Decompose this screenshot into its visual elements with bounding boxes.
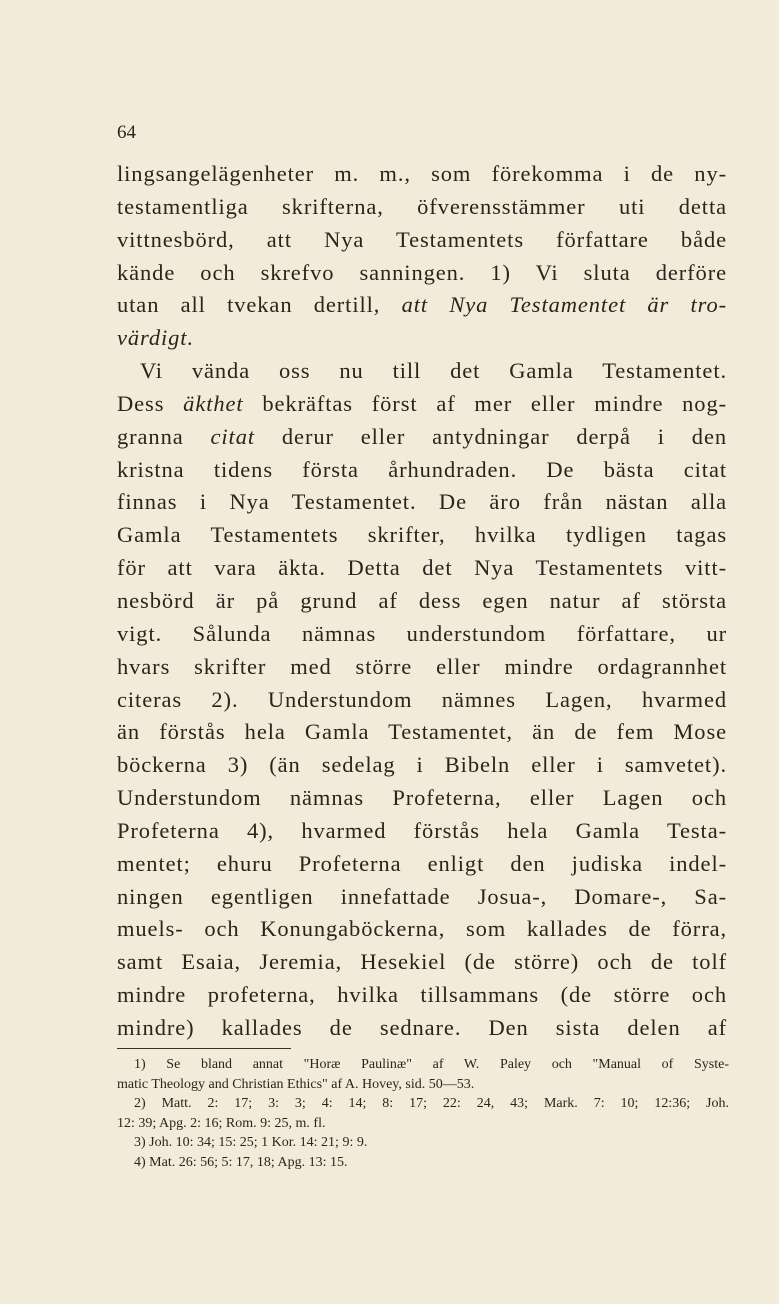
text-line — [117, 289, 727, 322]
text-line: ningen egentligen innefattade Josua-, Domare-, Sa- — [117, 883, 727, 909]
text-line: än förstås hela Gamla Testamentet, än de fem Mose — [117, 719, 727, 745]
footnote-line: 4) Mat. 26: 56; 5: 17, 18; Apg. 13: 15. — [134, 1154, 348, 1170]
text-line: muels- och Konungaböckerna, som kallades de förra, — [117, 916, 727, 942]
text-line — [117, 421, 727, 454]
text-span: Dess — [117, 390, 184, 416]
text-line: nesbörd är på grund af dess egen natur af största — [117, 587, 727, 613]
footnote-line: 3) Joh. 10: 34; 15: 25; 1 Kor. 14: 21; 9: 9. — [134, 1135, 368, 1150]
text-line: vigt. Sålunda nämnas understundom författare, ur — [117, 620, 727, 646]
text-line: mindre) kallades de sednare. Den sista delen af — [117, 1014, 727, 1040]
text-span: bekräftas först af mer eller mindre nog- — [243, 390, 727, 416]
emphasis: att Nya Testamentet är tro- — [401, 292, 728, 318]
text-line: Vi vända oss nu till det Gamla Testamentet. — [140, 358, 727, 384]
text-line — [117, 322, 727, 355]
emphasis: äkthet — [183, 390, 244, 416]
text-span: derur eller antydningar derpå i den — [255, 423, 727, 449]
footnote-line: matic Theology and Christian Ethics" af A. Hovey, sid. 50—53. — [117, 1076, 475, 1092]
text-line: Understundom nämnas Profeterna, eller Lagen och — [117, 785, 727, 811]
text-line: för att vara äkta. Detta det Nya Testamentets vitt- — [117, 555, 727, 581]
footnote-line: 12: 39; Apg. 2: 16; Rom. 9: 25, m. fl. — [117, 1115, 326, 1131]
text-span: granna — [117, 423, 211, 449]
footnotes — [117, 1055, 729, 1172]
text-line: testamentliga skrifterna, öfverensstämmer uti detta — [117, 193, 727, 219]
text-line: kände och skrefvo sanningen. 1) Vi sluta derföre — [117, 259, 727, 285]
text-line: Profeterna 4), hvarmed förstås hela Gamla Testa- — [117, 817, 727, 843]
text-line — [117, 388, 727, 421]
emphasis: värdigt. — [117, 325, 194, 351]
text-line: kristna tidens första århundraden. De bästa citat — [117, 456, 727, 482]
text-line: finnas i Nya Testamentet. De äro från nästan alla — [117, 489, 727, 515]
text-line: citeras 2). Understundom nämnes Lagen, hvarmed — [117, 686, 727, 712]
text-line: hvars skrifter med större eller mindre ordagrannhet — [117, 653, 727, 679]
text-line: mentet; ehuru Profeterna enligt den judiska indel- — [117, 850, 727, 876]
text-line: mindre profeterna, hvilka tillsammans (de större och — [117, 982, 727, 1008]
text-line: böckerna 3) (än sedelag i Bibeln eller i samvetet). — [117, 752, 727, 778]
text-line: Gamla Testamentets skrifter, hvilka tydligen tagas — [117, 522, 727, 548]
body-text — [117, 158, 727, 1045]
footnote-divider — [117, 1048, 291, 1049]
text-line: vittnesbörd, att Nya Testamentets författare både — [117, 226, 727, 252]
text-line: samt Esaia, Jeremia, Hesekiel (de större) och de tolf — [117, 949, 727, 975]
text-line: lingsangelägenheter m. m., som förekomma i de ny- — [117, 161, 727, 186]
footnote-line: 1) Se bland annat "Horæ Paulinæ" af W. Paley och "Manual of Syste- — [134, 1057, 729, 1072]
page-number: 64 — [117, 122, 136, 143]
text-span: utan all tvekan dertill, — [117, 292, 402, 318]
emphasis: citat — [210, 423, 256, 449]
footnote-line: 2) Matt. 2: 17; 3: 3; 4: 14; 8: 17; 22: 24, 43; Mark. 7: 10; 12:36; Joh. — [134, 1096, 729, 1111]
